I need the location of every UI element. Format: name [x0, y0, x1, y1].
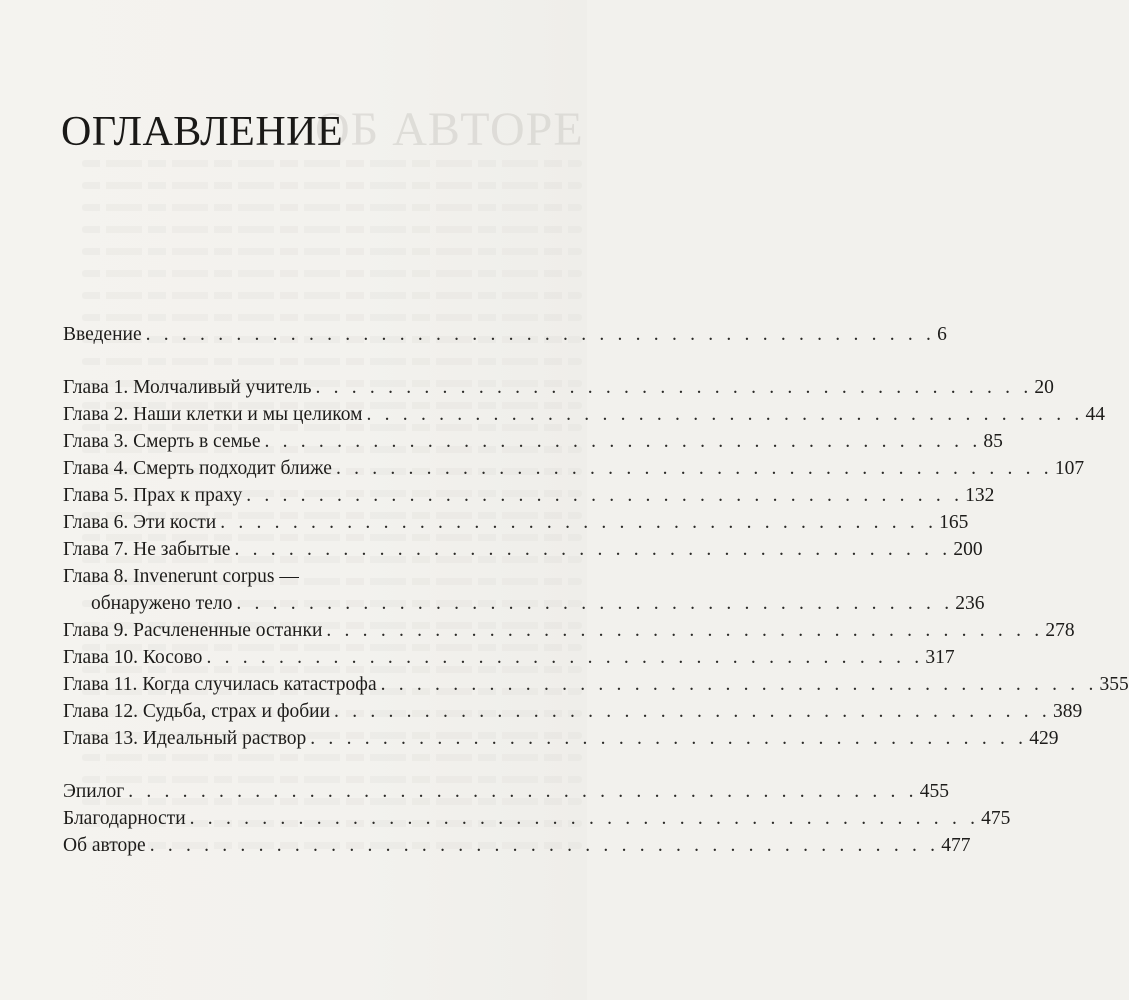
dot-leader: . . . . . . . . . . . . . . . . . . . . . . . . . . . . . . . . . . . . . . . .: [366, 404, 1084, 425]
toc-entry-chapter[interactable]: [63, 429, 1003, 455]
dot-leader: . . . . . . . . . . . . . . . . . . . . . . . . . . . . . . . . . . . . . . . .: [380, 674, 1098, 695]
dot-leader: . . . . . . . . . . . . . . . . . . . . . . . . . . . . . . . . . . . . . . . .: [334, 701, 1051, 722]
toc-entry-label: Глава 13. Идеальный раствор: [63, 728, 307, 749]
dot-leader: . . . . . . . . . . . . . . . . . . . . . . . . . . . . . . . . . . . . . . . .: [326, 620, 1044, 641]
toc-entry-label: обнаружено тело: [91, 593, 233, 614]
toc-entry-chapter[interactable]: [63, 402, 1105, 428]
toc-entry-chapter[interactable]: [63, 510, 969, 536]
toc-entry-page: 6: [937, 324, 947, 345]
toc-entry-page: 429: [1029, 728, 1059, 749]
toc-entry-intro[interactable]: [63, 322, 947, 348]
toc-entry-page: 278: [1045, 620, 1075, 641]
toc-entry-page: 236: [955, 593, 985, 614]
dot-leader: . . . . . . . . . . . . . . . . . . . . . . . . . . . . . . . . . . . . . . . .: [335, 458, 1053, 479]
toc-entry-page: 44: [1085, 404, 1105, 425]
toc-entry-label: Глава 9. Расчлененные останки: [63, 620, 323, 641]
toc-entry-page: 20: [1034, 377, 1054, 398]
toc-entry-chapter[interactable]: [63, 375, 1054, 401]
dot-leader: . . . . . . . . . . . . . . . . . . . . . . . . . . . . . . . . . . . . . . . . . . . .: [128, 781, 918, 802]
toc-entry-chapter[interactable]: [63, 672, 1129, 698]
toc-entry-continuation[interactable]: [63, 591, 985, 617]
toc-entry-page: 317: [925, 647, 955, 668]
dot-leader: . . . . . . . . . . . . . . . . . . . . . . . . . . . . . . . . . . . . . . . .: [206, 647, 924, 668]
toc-entry-label: Глава 1. Молчаливый учитель: [63, 377, 312, 398]
toc-entry-chapter[interactable]: [63, 726, 1059, 752]
toc-entry-label: Глава 10. Косово: [63, 647, 203, 668]
toc-entry-backmatter[interactable]: [63, 833, 971, 859]
toc-entry-label: Об авторе: [63, 835, 146, 856]
toc-entry-label: Эпилог: [63, 781, 125, 802]
dot-leader: . . . . . . . . . . . . . . . . . . . . . . . . . . . . . . . . . . . . . . . .: [220, 512, 938, 533]
toc-entry-chapter[interactable]: [63, 537, 983, 563]
dot-leader: . . . . . . . . . . . . . . . . . . . . . . . . . . . . . . . . . . . . . . . .: [236, 593, 954, 614]
toc-entry-label: Глава 11. Когда случилась катастрофа: [63, 674, 377, 695]
dot-leader: . . . . . . . . . . . . . . . . . . . . . . . . . . . . . . . . . . . . . . . . . . . .: [145, 324, 936, 345]
toc-entry-label: Введение: [63, 324, 142, 345]
toc-entry-chapter[interactable]: [63, 699, 1083, 725]
dot-leader: . . . . . . . . . . . . . . . . . . . . . . . . . . . . . . . . . . . . . . . . . . . .: [189, 808, 980, 829]
dot-leader: . . . . . . . . . . . . . . . . . . . . . . . . . . . . . . . . . . . . . . . .: [310, 728, 1028, 749]
dot-leader: . . . . . . . . . . . . . . . . . . . . . . . . . . . . . . . . . . . . . . . .: [234, 539, 952, 560]
toc-entry-chapter[interactable]: [63, 483, 995, 509]
toc-entry-chapter[interactable]: [63, 564, 510, 590]
page-title: ОГЛАВЛЕНИЕ: [61, 109, 344, 155]
toc-entry-page: 107: [1054, 458, 1085, 479]
toc-entry-label: Глава 8. Invenerunt corpus —: [63, 566, 299, 587]
toc-entry-chapter[interactable]: [63, 456, 1085, 482]
toc-entry-label: Глава 4. Смерть подходит ближе: [63, 458, 332, 479]
toc-entry-page: 132: [965, 485, 995, 506]
dot-leader: . . . . . . . . . . . . . . . . . . . . . . . . . . . . . . . . . . . . . . . .: [315, 377, 1033, 398]
toc-entry-label: Глава 12. Судьба, страх и фобии: [63, 701, 331, 722]
toc-entry-page: 455: [919, 781, 950, 802]
toc-entry-page: 85: [983, 431, 1003, 452]
toc-entry-page: 477: [941, 835, 971, 856]
toc-entry-page: 389: [1052, 701, 1083, 722]
toc-entry-label: Глава 6. Эти кости: [63, 512, 217, 533]
toc-entry-label: Глава 5. Прах к праху: [63, 485, 243, 506]
toc-entry-page: 200: [953, 539, 983, 560]
toc-entry-page: 475: [981, 808, 1011, 829]
dot-leader: . . . . . . . . . . . . . . . . . . . . . . . . . . . . . . . . . . . . . . . .: [246, 485, 964, 506]
toc-entry-label: Глава 7. Не забытые: [63, 539, 231, 560]
dot-leader: . . . . . . . . . . . . . . . . . . . . . . . . . . . . . . . . . . . . . . . .: [264, 431, 982, 452]
toc-entry-page: 165: [939, 512, 969, 533]
toc-entry-chapter[interactable]: [63, 618, 1075, 644]
dot-leader: . . . . . . . . . . . . . . . . . . . . . . . . . . . . . . . . . . . . . . . . . . . .: [149, 835, 940, 856]
toc-entry-label: Глава 3. Смерть в семье: [63, 431, 261, 452]
toc-entry-label: Благодарности: [63, 808, 186, 829]
toc-entry-backmatter[interactable]: [63, 779, 950, 805]
toc-entry-backmatter[interactable]: [63, 806, 1011, 832]
toc-entry-chapter[interactable]: [63, 645, 955, 671]
toc-entry-page: 355: [1099, 674, 1129, 695]
toc-entry-label: Глава 2. Наши клетки и мы целиком: [63, 404, 363, 425]
bleed-through-title: ОБ АВТОРЕ: [315, 103, 584, 156]
